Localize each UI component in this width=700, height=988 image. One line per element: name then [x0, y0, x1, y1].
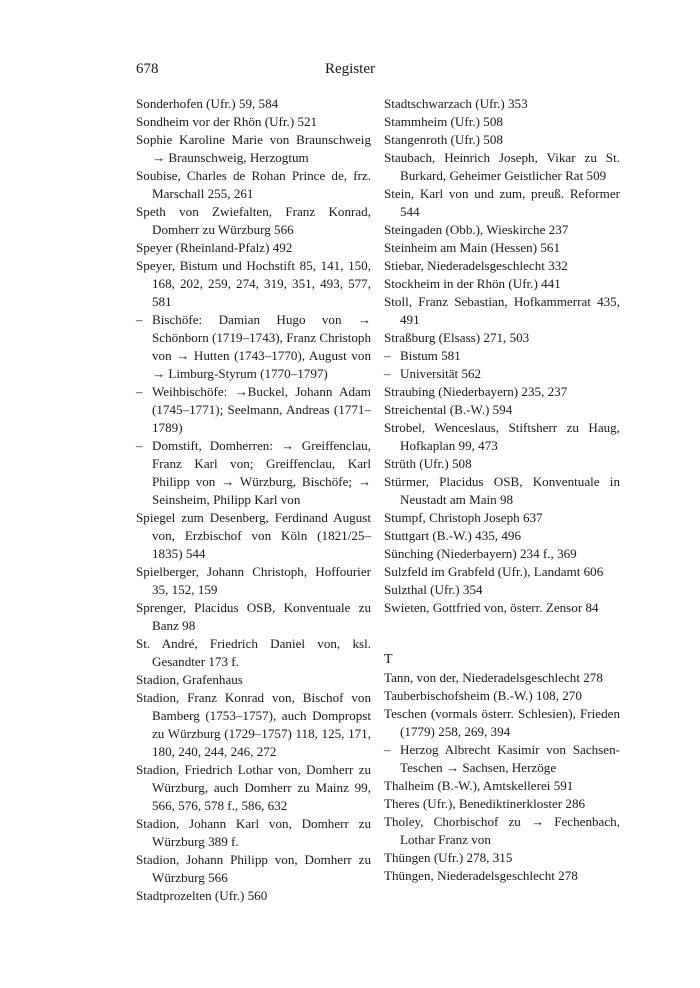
running-head: Register [325, 61, 375, 77]
index-entry: St. André, Friedrich Daniel von, ksl. Gesandter 173 f. [136, 636, 371, 669]
index-column-right [384, 95, 620, 885]
subentry-dash: – [136, 384, 143, 399]
index-subentry [136, 437, 371, 509]
subentry-dash: – [384, 348, 391, 363]
subentry-dash: – [136, 312, 143, 327]
subentry-text: Bischöfe: Damian Hugo von → Schönborn (1719–1743), Franz Christoph von → Hutten (1743–1770), August von → Limburg-Styrum (1770–1797) [152, 312, 371, 381]
subentry-text: Herzog Albrecht Kasimir von Sachsen-Teschen → Sachsen, Herzöge [400, 742, 620, 775]
index-entry: Steinheim am Main (Hessen) 561 [384, 240, 561, 255]
index-entry: Stadion, Johann Karl von, Domherr zu Würzburg 389 f. [136, 816, 371, 849]
index-entry: Spielberger, Johann Christoph, Hoffourier 35, 152, 159 [136, 564, 371, 597]
index-entry: Thüngen, Niederadelsgeschlecht 278 [384, 868, 578, 883]
index-entry: Thüngen (Ufr.) 278, 315 [384, 850, 513, 865]
index-entry: Stiebar, Niederadelsgeschlecht 332 [384, 258, 568, 273]
index-entry: Speth von Zwiefalten, Franz Konrad, Domherr zu Würzburg 566 [136, 204, 371, 237]
index-entry: Sulzthal (Ufr.) 354 [384, 582, 483, 597]
index-entry: Stuttgart (B.-W.) 435, 496 [384, 528, 521, 543]
section-letter: T [384, 652, 393, 667]
index-entry: Stadion, Franz Konrad von, Bischof von Bamberg (1753–1757), auch Dompropst zu Würzburg (1729–1757) 118, 125, 171, 180, 240, 244, 246, 272 [136, 690, 371, 759]
index-entry: Straßburg (Elsass) 271, 503 [384, 330, 530, 345]
subentry-text: Domstift, Domherren: → Greiffenclau, Franz Karl von; Greiffenclau, Karl Philipp von → Würzburg, Bischöfe; → Seinsheim, Philipp Karl von [152, 438, 371, 507]
index-entry: Spiegel zum Desenberg, Ferdinand August von, Erzbischof von Köln (1821/25–1835) 544 [136, 510, 371, 561]
index-entry: Stadion, Johann Philipp von, Domherr zu Würzburg 566 [136, 852, 371, 885]
index-subentry [136, 383, 371, 437]
index-entry: Sonderhofen (Ufr.) 59, 584 [136, 96, 279, 111]
index-entry: Staubach, Heinrich Joseph, Vikar zu St. Burkard, Geheimer Geistlicher Rat 509 [384, 150, 620, 183]
subentry-text: Weihbischöfe: →Buckel, Johann Adam (1745–1771); Seelmann, Andreas (1771–1789) [152, 384, 371, 435]
index-subentry [384, 741, 620, 777]
index-entry: Stein, Karl von und zum, preuß. Reformer 544 [384, 186, 620, 219]
index-entry: Strobel, Wenceslaus, Stiftsherr zu Haug, Hofkaplan 99, 473 [384, 420, 620, 453]
page-number: 678 [136, 61, 159, 77]
index-entry: Stürmer, Placidus OSB, Konventuale in Neustadt am Main 98 [384, 474, 620, 507]
index-entry: Straubing (Niederbayern) 235, 237 [384, 384, 568, 399]
index-entry: Steingaden (Obb.), Wieskirche 237 [384, 222, 569, 237]
index-entry: Stammheim (Ufr.) 508 [384, 114, 503, 129]
index-entry: Tann, von der, Niederadelsgeschlecht 278 [384, 670, 603, 685]
index-entry: Stadion, Friedrich Lothar von, Domherr zu Würzburg, auch Domherr zu Mainz 99, 566, 576, 578 f., 586, 632 [136, 762, 371, 813]
index-entry: Stockheim in der Rhön (Ufr.) 441 [384, 276, 561, 291]
index-entry: Stumpf, Christoph Joseph 637 [384, 510, 543, 525]
index-entry: Thalheim (B.-W.), Amtskellerei 591 [384, 778, 574, 793]
index-subentry [384, 347, 620, 365]
subentry-dash: – [384, 366, 391, 381]
index-entry: Stadion, Grafenhaus [136, 672, 243, 687]
index-entry: Sulzfeld im Grabfeld (Ufr.), Landamt 606 [384, 564, 604, 579]
index-entry: Sophie Karoline Marie von Braunschweig → Braunschweig, Herzogtum [136, 132, 371, 165]
index-column-left [136, 95, 371, 905]
index-entry: Strüth (Ufr.) 508 [384, 456, 472, 471]
subentry-dash: – [136, 438, 143, 453]
index-entry: Teschen (vormals österr. Schlesien), Frieden (1779) 258, 269, 394 [384, 706, 620, 739]
subentry-text: Universität 562 [400, 366, 482, 381]
index-entry: Tauberbischofsheim (B.-W.) 108, 270 [384, 688, 582, 703]
subentry-dash: – [384, 742, 391, 757]
index-entry: Stoll, Franz Sebastian, Hofkammerrat 435, 491 [384, 294, 620, 327]
index-entry: Stadtprozelten (Ufr.) 560 [136, 888, 268, 903]
index-entry: Streichental (B.-W.) 594 [384, 402, 513, 417]
index-entry: Stadtschwarzach (Ufr.) 353 [384, 96, 528, 111]
subentry-text: Bistum 581 [400, 348, 461, 363]
index-entry: Tholey, Chorbischof zu → Fechenbach, Lothar Franz von [384, 814, 620, 847]
index-entry: Theres (Ufr.), Benediktinerkloster 286 [384, 796, 586, 811]
index-entry: Stangenroth (Ufr.) 508 [384, 132, 503, 147]
index-subentry [136, 311, 371, 383]
index-entry: Sprenger, Placidus OSB, Konventuale zu Banz 98 [136, 600, 371, 633]
index-entry: Soubise, Charles de Rohan Prince de, frz. Marschall 255, 261 [136, 168, 371, 201]
index-entry: Speyer, Bistum und Hochstift 85, 141, 150, 168, 202, 259, 274, 319, 351, 493, 577, 581 [136, 258, 371, 309]
index-entry: Swieten, Gottfried von, österr. Zensor 84 [384, 600, 599, 615]
index-entry: Sondheim vor der Rhön (Ufr.) 521 [136, 114, 318, 129]
index-entry: Sünching (Niederbayern) 234 f., 369 [384, 546, 577, 561]
index-entry: Speyer (Rheinland-Pfalz) 492 [136, 240, 293, 255]
index-subentry [384, 365, 620, 383]
